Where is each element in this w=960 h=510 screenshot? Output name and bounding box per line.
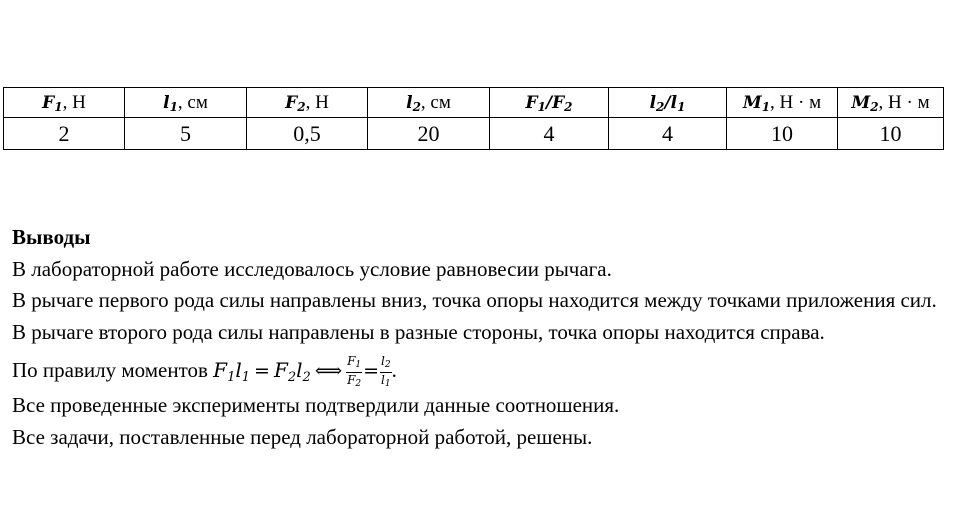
header-cell-m1: $M_1$, Н · м	[727, 88, 838, 118]
force-ratio-fraction: $\frac{F_1}{F_2}$	[347, 353, 362, 389]
table-cell: 0,5	[247, 118, 368, 150]
moment-rule-line: По правилу моментов $F_1l_1 = F_2l_2$ ⟺ $\frac{F_1}{F_2}$ = $\frac{l_2}{l_1}$ .	[12, 353, 397, 389]
arm-ratio-fraction: $\frac{l_2}{l_1}$	[381, 353, 391, 389]
conclusion-paragraph-2: В рычаге первого рода силы направлены вниз, точка опоры находится между точками приложения сил. В рычаге второго рода силы направлены в разные стороны, точка опоры находится справа.	[12, 288, 937, 344]
table-cell: 2	[4, 118, 125, 150]
conclusion-paragraph-1: В лабораторной работе исследовалось условие равновесии рычага.	[12, 256, 612, 281]
table-cell: 10	[727, 118, 838, 150]
header-cell-l1: $l_1$, см	[125, 88, 247, 118]
moment-equation: $F_1l_1 = F_2l_2$	[213, 358, 311, 385]
conclusion-paragraph-3: Все проведенные эксперименты подтвердили данные соотношения.	[12, 393, 620, 417]
table-cell: 5	[125, 118, 247, 150]
moment-rule-prefix: По правилу моментов	[12, 358, 214, 382]
header-cell-l2: $l_2$, см	[368, 88, 490, 118]
table-cell: 4	[609, 118, 727, 150]
header-cell-force-ratio: $F_1/F_2$	[490, 88, 609, 118]
header-cell-m2: $M_2$, Н · м	[838, 88, 944, 118]
table-cell: 20	[368, 118, 490, 150]
table-cell: 10	[838, 118, 944, 150]
implies-symbol: ⟺	[314, 360, 343, 382]
results-table	[3, 87, 944, 150]
conclusion-paragraph-4: Все задачи, поставленные перед лабораторной работой, решены.	[12, 424, 593, 449]
table-cell: 4	[490, 118, 609, 150]
conclusions-heading: Выводы	[12, 225, 91, 249]
header-cell-arm-ratio: $l_2/l_1$	[609, 88, 727, 118]
conclusions-section	[12, 222, 942, 453]
header-cell-f2: $F_2$, Н	[247, 88, 368, 118]
table-row	[4, 118, 944, 150]
header-cell-f1: $F_1$, Н	[4, 88, 125, 118]
table-header-row	[4, 88, 944, 118]
